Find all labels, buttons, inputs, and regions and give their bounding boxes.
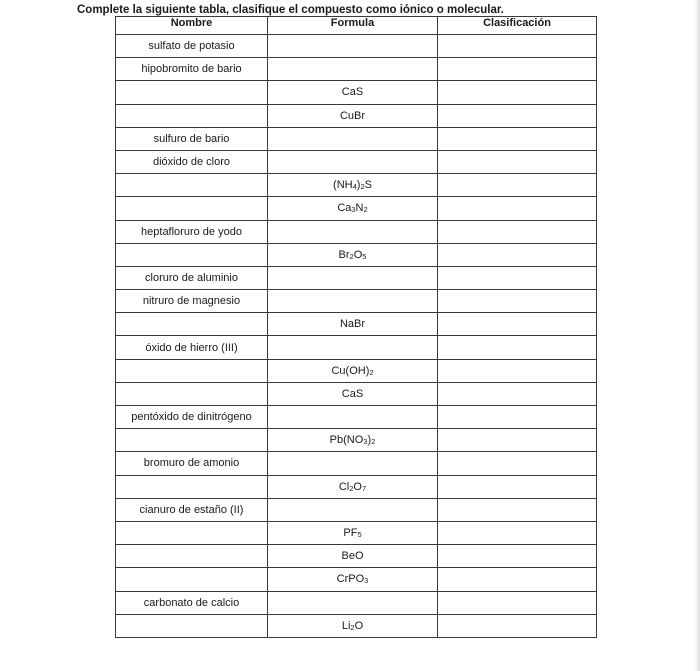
- table-row: [116, 104, 597, 127]
- formula-subscript: 2: [360, 182, 365, 192]
- formula-text: O: [353, 248, 363, 261]
- table-row: [116, 568, 597, 591]
- formula-subscript: 4: [352, 182, 357, 192]
- cell-classification[interactable]: [438, 243, 597, 266]
- cell-classification[interactable]: [438, 336, 597, 359]
- cell-classification[interactable]: [438, 382, 597, 405]
- cell-name[interactable]: [116, 545, 268, 568]
- cell-formula: [268, 429, 438, 452]
- formula-text: BeO: [341, 550, 364, 563]
- table-row: [116, 243, 597, 266]
- cell-name: carbonato de calcio: [116, 591, 268, 614]
- table-row: [116, 591, 597, 614]
- cell-name[interactable]: [116, 104, 268, 127]
- cell-formula[interactable]: [268, 58, 438, 81]
- cell-name[interactable]: [116, 614, 268, 637]
- table-row: [116, 127, 597, 150]
- cell-name[interactable]: [116, 313, 268, 336]
- formula-text: Li: [341, 619, 351, 632]
- cell-classification[interactable]: [438, 591, 597, 614]
- table-row: [116, 498, 597, 521]
- formula-subscript: 2: [371, 437, 376, 447]
- formula-text: Cu(OH): [331, 364, 370, 377]
- cell-formula: [268, 243, 438, 266]
- cell-name[interactable]: [116, 243, 268, 266]
- formula-text: Pb(NO: [329, 434, 364, 447]
- cell-name[interactable]: [116, 81, 268, 104]
- table-row: [116, 197, 597, 220]
- cell-formula[interactable]: [268, 336, 438, 359]
- formula-text: ): [367, 434, 372, 447]
- formula-subscript: 2: [369, 367, 374, 377]
- cell-name: nitruro de magnesio: [116, 290, 268, 313]
- table-row: [116, 406, 597, 429]
- cell-classification[interactable]: [438, 452, 597, 475]
- formula-text: NaBr: [339, 318, 366, 331]
- cell-formula[interactable]: [268, 290, 438, 313]
- cell-classification[interactable]: [438, 429, 597, 452]
- cell-classification[interactable]: [438, 406, 597, 429]
- formula-subscript: 5: [362, 251, 367, 261]
- cell-name[interactable]: [116, 521, 268, 544]
- page-edge-shadow: [694, 0, 700, 671]
- cell-name[interactable]: [116, 174, 268, 197]
- formula-text: (NH: [333, 179, 353, 192]
- cell-name[interactable]: [116, 197, 268, 220]
- table-row: [116, 150, 597, 173]
- cell-classification[interactable]: [438, 58, 597, 81]
- header-row: [116, 17, 597, 35]
- cell-name: sulfato de potasio: [116, 35, 268, 58]
- formula-text: CaS: [341, 387, 364, 400]
- table-row: [116, 220, 597, 243]
- formula-text: Br: [338, 248, 350, 261]
- cell-formula[interactable]: [268, 35, 438, 58]
- header-classification: Clasificación: [438, 17, 597, 35]
- formula-subscript: 3: [363, 437, 368, 447]
- formula-text: O: [353, 480, 362, 493]
- formula-text: ): [356, 179, 361, 192]
- table-row: [116, 475, 597, 498]
- formula-text: PF: [343, 527, 358, 540]
- cell-classification[interactable]: [438, 568, 597, 591]
- cell-formula: [268, 313, 438, 336]
- cell-name: sulfuro de bario: [116, 127, 268, 150]
- cell-name: pentóxido de dinitrógeno: [116, 406, 268, 429]
- table-row: [116, 313, 597, 336]
- cell-classification[interactable]: [438, 313, 597, 336]
- cell-name[interactable]: [116, 475, 268, 498]
- table-row: [116, 290, 597, 313]
- cell-name: óxido de hierro (III): [116, 336, 268, 359]
- table-row: [116, 521, 597, 544]
- cell-classification[interactable]: [438, 545, 597, 568]
- formula-text: Cl: [338, 480, 350, 493]
- cell-classification[interactable]: [438, 35, 597, 58]
- cell-classification[interactable]: [438, 290, 597, 313]
- cell-classification[interactable]: [438, 475, 597, 498]
- cell-formula[interactable]: [268, 406, 438, 429]
- formula-text: CuBr: [339, 109, 366, 122]
- cell-name: bromuro de amonio: [116, 452, 268, 475]
- cell-name[interactable]: [116, 429, 268, 452]
- cell-classification[interactable]: [438, 614, 597, 637]
- table-row: [116, 174, 597, 197]
- table-row: [116, 81, 597, 104]
- table-row: [116, 452, 597, 475]
- cell-name: cianuro de estaño (II): [116, 498, 268, 521]
- header-formula: Formula: [268, 17, 438, 35]
- cell-classification[interactable]: [438, 104, 597, 127]
- cell-formula: [268, 545, 438, 568]
- cell-formula: [268, 197, 438, 220]
- table-row: [116, 359, 597, 382]
- table-row: [116, 35, 597, 58]
- formula-text: S: [364, 179, 372, 192]
- cell-name[interactable]: [116, 382, 268, 405]
- cell-classification[interactable]: [438, 81, 597, 104]
- cell-formula: [268, 382, 438, 405]
- cell-formula: [268, 568, 438, 591]
- cell-classification[interactable]: [438, 197, 597, 220]
- formula-subscript: 2: [363, 205, 368, 215]
- cell-formula[interactable]: [268, 591, 438, 614]
- table-row: [116, 266, 597, 289]
- cell-formula: [268, 614, 438, 637]
- cell-formula: [268, 475, 438, 498]
- cell-classification[interactable]: [438, 127, 597, 150]
- formula-subscript: 2: [350, 622, 355, 632]
- table-row: [116, 336, 597, 359]
- cell-formula: [268, 104, 438, 127]
- cell-formula[interactable]: [268, 266, 438, 289]
- cell-name: dióxido de cloro: [116, 150, 268, 173]
- cell-formula: [268, 81, 438, 104]
- cell-classification[interactable]: [438, 174, 597, 197]
- cell-name: heptafloruro de yodo: [116, 220, 268, 243]
- formula-text: Ca: [337, 202, 352, 215]
- worksheet-instructions: Complete la siguiente tabla, clasifique el compuesto como iónico o molecular.: [77, 4, 504, 16]
- table-row: [116, 382, 597, 405]
- cell-formula: [268, 174, 438, 197]
- cell-formula[interactable]: [268, 220, 438, 243]
- cell-classification[interactable]: [438, 150, 597, 173]
- cell-formula: [268, 359, 438, 382]
- table-row: [116, 429, 597, 452]
- formula-subscript: 2: [349, 251, 354, 261]
- formula-text: O: [354, 619, 364, 632]
- cell-classification[interactable]: [438, 521, 597, 544]
- formula-subscript: 2: [349, 483, 354, 493]
- cell-name: hipobromito de bario: [116, 58, 268, 81]
- formula-subscript: 7: [361, 483, 367, 493]
- cell-formula[interactable]: [268, 150, 438, 173]
- table-row: [116, 58, 597, 81]
- formula-text: CaS: [341, 86, 364, 99]
- table-row: [116, 614, 597, 637]
- formula-text: N: [355, 202, 364, 215]
- cell-classification[interactable]: [438, 266, 597, 289]
- cell-formula[interactable]: [268, 127, 438, 150]
- cell-classification[interactable]: [438, 359, 597, 382]
- cell-formula[interactable]: [268, 498, 438, 521]
- formula-subscript: 5: [357, 530, 362, 540]
- formula-subscript: 3: [364, 576, 369, 586]
- header-name: Nombre: [116, 17, 268, 35]
- compound-table: [115, 16, 597, 638]
- cell-formula: [268, 521, 438, 544]
- cell-formula[interactable]: [268, 452, 438, 475]
- cell-name[interactable]: [116, 568, 268, 591]
- cell-classification[interactable]: [438, 498, 597, 521]
- cell-name[interactable]: [116, 359, 268, 382]
- cell-name: cloruro de aluminio: [116, 266, 268, 289]
- formula-text: CrPO: [336, 573, 365, 586]
- cell-classification[interactable]: [438, 220, 597, 243]
- table-body: [116, 35, 597, 638]
- formula-subscript: 3: [351, 205, 356, 215]
- table-row: [116, 545, 597, 568]
